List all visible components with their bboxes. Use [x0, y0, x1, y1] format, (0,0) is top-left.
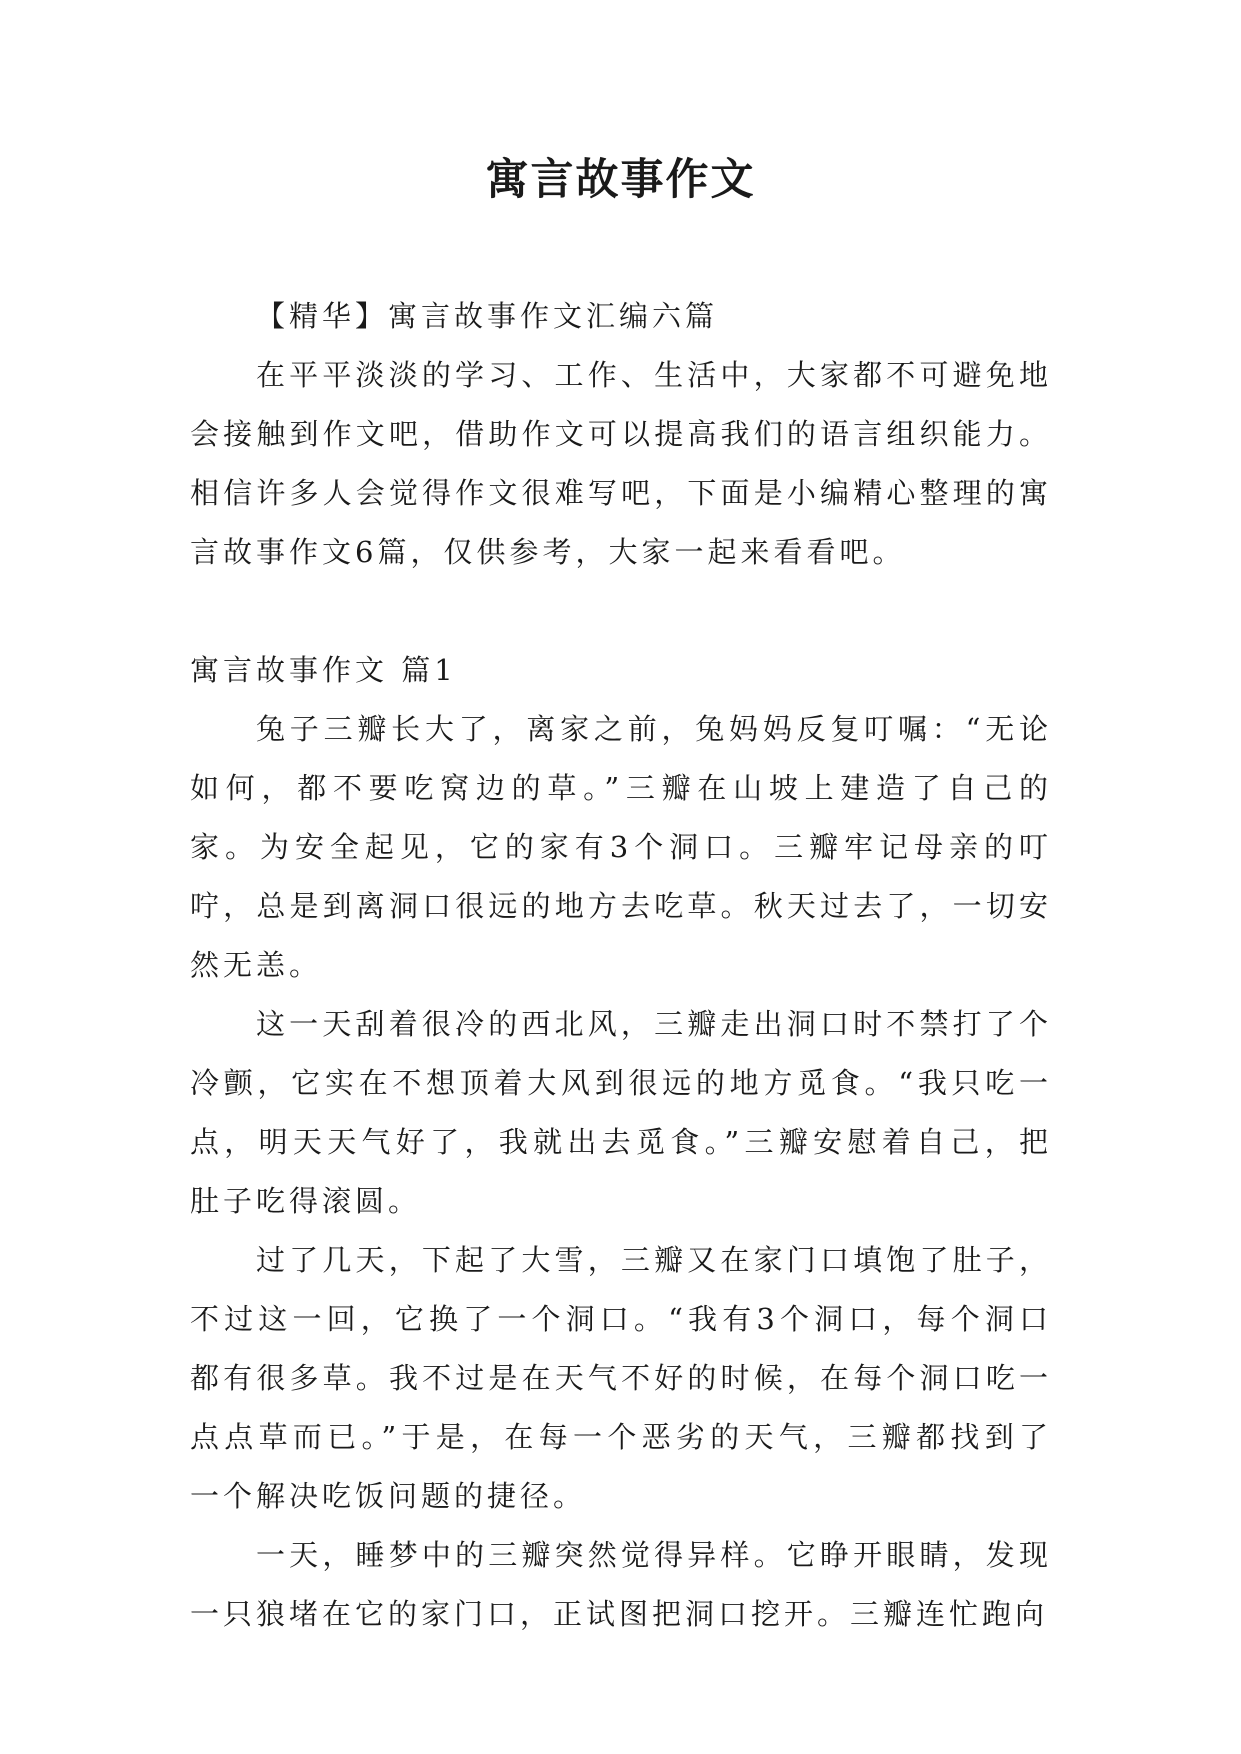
document-subtitle: 【精华】寓言故事作文汇编六篇: [256, 299, 719, 333]
document-title: 寓言故事作文: [485, 155, 756, 205]
section-heading: 寓言故事作文 篇1: [190, 653, 457, 687]
story-paragraph-3: 过了几天，下起了大雪，三瓣又在家门口填饱了肚子，不过这一回，它换了一个洞口。“我有3个洞口，每个洞口都有很多草。我不过是在天气不好的时候，在每个洞口吃一点点草而已。”于是，在每一个恶劣的天气，三瓣都找到了一个解决吃饭问题的捷径。: [190, 1243, 1052, 1513]
document-body: [190, 287, 1052, 1644]
intro-paragraph: 在平平淡淡的学习、工作、生活中，大家都不可避免地会接触到作文吧，借助作文可以提高我们的语言组织能力。相信许多人会觉得作文很难写吧，下面是小编精心整理的寓言故事作文6篇，仅供参考，大家一起来看看吧。: [190, 358, 1052, 569]
story-paragraph-2: 这一天刮着很冷的西北风，三瓣走出洞口时不禁打了个冷颤，它实在不想顶着大风到很远的地方觅食。“我只吃一点，明天天气好了，我就出去觅食。”三瓣安慰着自己，把肚子吃得滚圆。: [190, 1007, 1052, 1218]
story-paragraph-1: 兔子三瓣长大了，离家之前，兔妈妈反复叮嘱：“无论如何，都不要吃窝边的草。”三瓣在山坡上建造了自己的家。为安全起见，它的家有3个洞口。三瓣牢记母亲的叮咛，总是到离洞口很远的地方去吃草。秋天过去了，一切安然无恙。: [190, 712, 1052, 982]
story-paragraph-4: 一天，睡梦中的三瓣突然觉得异样。它睁开眼睛，发现一只狼堵在它的家门口，正试图把洞口挖开。三瓣连忙跑向: [190, 1538, 1052, 1631]
